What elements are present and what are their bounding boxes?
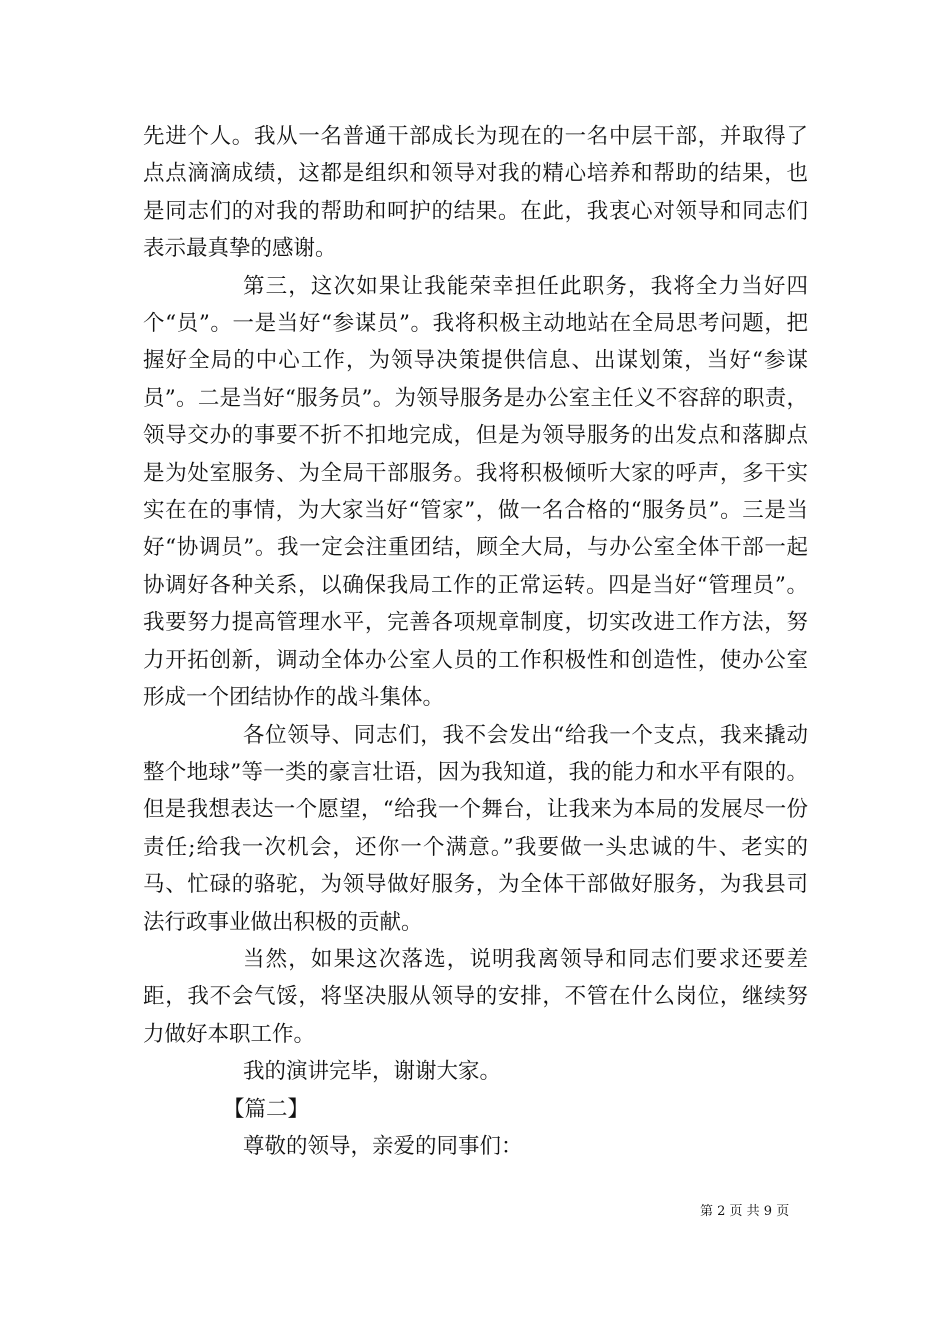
paragraph-if-not-selected: 当然，如果这次落选，说明我离领导和同志们要求还要差距，我不会气馁，将坚决服从领导的安排，不管在什么岗位，继续努力做好本职工作。 [143, 946, 808, 1047]
paragraph-four-roles: 第三，这次如果让我能荣幸担任此职务，我将全力当好四个“员”。一是当好“参谋员”。我将积极主动地站在全局思考问题，把握好全局的中心工作，为领导决策提供信息、出谋划策，当好“参谋员”。二是当好“服务员”。为领导服务是办公室主任义不容辞的职责，领导交办的事要不折不扣地完成，但是为领导服务的出发点和落脚点是为处室服务、为全局干部服务。我将积极倾听大家的呼声，多干实实在在的事情，为大家当好“管家”，做一名合格的“服务员”。三是当好“协调员”。我一定会注重团结，顾全大局，与办公室全体干部一起协调好各种关系，以确保我局工作的正常运转。四是当好“管理员”。我要努力提高管理水平，完善各项规章制度，切实改进工作方法，努力开拓创新，调动全体办公室人员的工作积极性和创造性，使办公室形成一个团结协作的战斗集体。 [143, 273, 808, 711]
section-heading: 【篇二】 [223, 1096, 310, 1122]
paragraph-continuation: 先进个人。我从一名普通干部成长为现在的一名中层干部，并取得了点点滴滴成绩，这都是组织和领导对我的精心培养和帮助的结果，也是同志们的对我的帮助和呵护的结果。在此，我衷心对领导和同志们表示最真挚的感谢。 [143, 124, 808, 262]
paragraph-aspiration: 各位领导、同志们，我不会发出“给我一个支点，我来撬动整个地球”等一类的豪言壮语，因为我知道，我的能力和水平有限的。但是我想表达一个愿望，“给我一个舞台，让我来为本局的发展尽一份责任;给我一次机会，还你一个满意。”我要做一头忠诚的牛、老实的马、忙碌的骆驼，为领导做好服务，为全体干部做好服务，为我县司法行政事业做出积极的贡献。 [143, 722, 808, 935]
page-number: 第 2 页 共 9 页 [700, 1204, 790, 1219]
document-body [143, 118, 808, 1165]
paragraph-closing: 我的演讲完毕，谢谢大家。 [243, 1059, 502, 1085]
paragraph-salutation: 尊敬的领导，亲爱的同事们： [243, 1133, 523, 1159]
